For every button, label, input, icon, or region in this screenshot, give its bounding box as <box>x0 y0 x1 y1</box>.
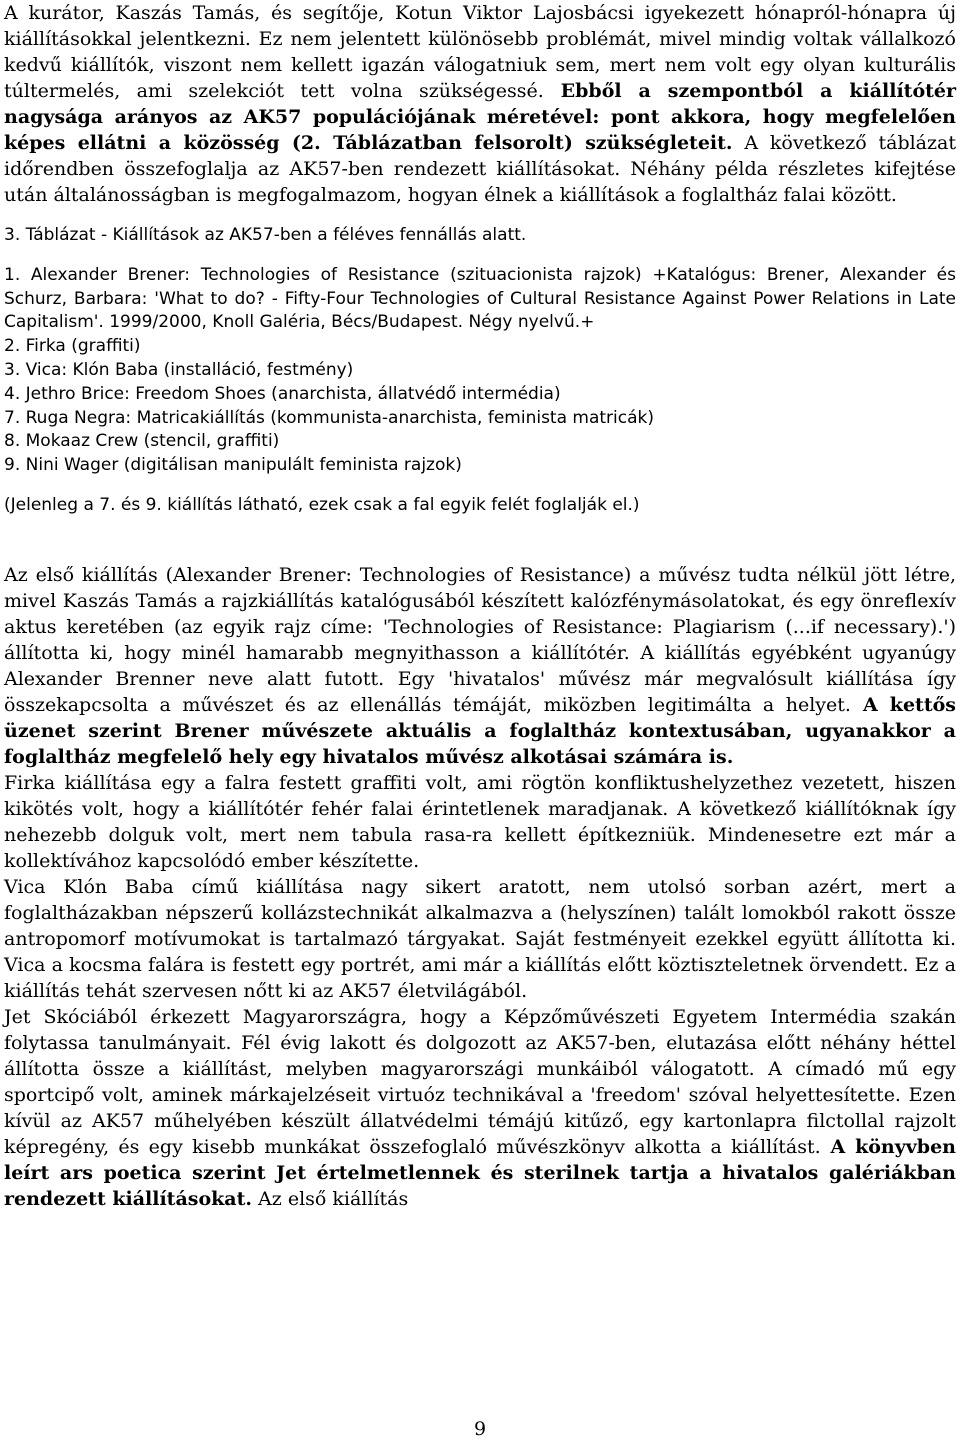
table-note: (Jelenleg a 7. és 9. kiállítás látható, ezek csak a fal egyik felét foglalják el.) <box>4 494 640 515</box>
list-item: 2. Firka (graffiti) <box>4 336 141 357</box>
jet-paragraph <box>4 1004 956 1212</box>
exhibition-list <box>4 264 956 478</box>
intro-paragraph <box>4 0 956 208</box>
firka-paragraph: Firka kiállítása egy a falra festett graffiti volt, ami rögtön konfliktushelyzethez vezetett, hiszen kikötés volt, hogy a kiállítótér fehér falai érintetlenek maradjanak. A következő kiállítóknak így nehezebb dolguk volt, mert nem tabula rasa-ra kellett építkezniük. Mindenesetre ezt már a kollektívához kapcsolódó ember készítette. <box>4 771 956 872</box>
list-item: 8. Mokaaz Crew (stencil, graffiti) <box>4 431 280 452</box>
intro-tail-text: A következő táblázat időrendben összefoglalja az AK57-ben rendezett kiállításokat. Néhány példa részletes kifejtése után általánosságban is megfogalmazom, hogyan élnek a kiállítások a foglaltház falai között. <box>4 132 956 206</box>
list-item: 7. Ruga Negra: Matricakiállítás (kommunista-anarchista, feminista matricák) <box>4 407 655 428</box>
intro-bold-text: Ebből a szempontból a kiállítótér nagysága arányos az AK57 populációjának méretével: pont akkora, hogy megfelelően képes ellátni a közösség (2. Táblázatban felsorolt) szükségleteit. <box>4 80 956 154</box>
list-item: 9. Nini Wager (digitálisan manipulált feminista rajzok) <box>4 455 462 476</box>
vica-paragraph: Vica Klón Baba című kiállítása nagy sikert aratott, nem utolsó sorban azért, mert a foglaltházakban népszerű kollázstechnikát alkalmazva a (helyszínen) talált lomokból rakott össze antropomorf motívumokat is tartalmazó tárgyakat. Saját festményeit ezekkel együtt állította ki. Vica a kocsma falára is festett egy portrét, ami már a kiállítás előtt köztiszteletnek örvendett. Ez a kiállítás tehát szervesen nőtt ki az AK57 életvilágából. <box>4 875 956 1002</box>
jet-tail-text: Az első kiállítás <box>252 1187 409 1210</box>
document-page <box>4 0 956 1212</box>
list-item: 4. Jethro Brice: Freedom Shoes (anarchista, állatvédő intermédia) <box>4 383 561 404</box>
page-number: 9 <box>473 1418 487 1440</box>
list-item: 3. Vica: Klón Baba (installáció, festmény) <box>4 359 354 380</box>
table-caption: 3. Táblázat - Kiállítások az AK57-ben a féléves fennállás alatt. <box>4 225 527 245</box>
jet-text: Jet Skóciából érkezett Magyarországra, hogy a Képzőművészeti Egyetem Intermédia szakán folytassa tanulmányait. Fél évig lakott és dolgozott az AK57-ben, elutazása előtt néhány héttel állította össze a kiállítást, melyben magyarországi munkáiból válogatott. A címadó mű egy sportcipő volt, aminek márkajelzéseit virtuóz technikával a 'freedom' szóval helyettesítette. Ezen kívül az AK57 műhelyében készült állatvédelmi témájú kitűző, egy kartonlapra filctollal rajzolt képregény, és egy kisebb munkákat összefoglaló művészkönyv alkotta a kiállítást. <box>4 1005 956 1158</box>
list-item: 1. Alexander Brener: Technologies of Resistance (szituacionista rajzok) +Katalógus: Brener, Alexander és Schurz, Barbara: 'What to do? - Fifty-Four Technologies of Cultural Resistance Against Power Relations in Late Capitalism'. 1999/2000, Knoll Galéria, Bécs/Budapest. Négy nyelvű.+ <box>4 264 956 333</box>
brener-text: Az első kiállítás (Alexander Brener: Technologies of Resistance) a művész tudta nélkül jött létre, mivel Kaszás Tamás a rajzkiállítás katalógusából készített kalózfénymásolatokat, és egy önreflexív aktus keretében (az egyik rajz címe: 'Technologies of Resistance: Plagiarism (...if necessary).') állította ki, hogy minél hamarabb megnyithasson a kiállítótér. A kiállítás egyébként ugyanúgy Alexander Brenner neve alatt futott. Egy 'hivatalos' művész már megvalósult kiállítása így összekapcsolta a művészet és az ellenállás témáját, miközben legitimálta a helyet. <box>4 563 956 716</box>
brener-paragraph <box>4 562 956 770</box>
intro-text: A kurátor, Kaszás Tamás, és segítője, Kotun Viktor Lajosbácsi igyekezett hónapról-hónapra új kiállításokkal jelentkezni. Ez nem jelentett különösebb problémát, mivel mindig voltak vállalkozó kedvű kiállítók, viszont nem kellett igazán válogatniuk sem, mert nem volt egy olyan kulturális túltermelés, ami szelekciót tett volna szükségessé. <box>4 2 956 102</box>
jet-bold-text: A könyvben leírt ars poetica szerint Jet értelmetlennek és sterilnek tartja a hivatalos galériákban rendezett kiállításokat. <box>4 1135 956 1210</box>
brener-bold-text: A kettős üzenet szerint Brener művészete aktuális a foglaltház kontextusában, ugyanakkor a foglaltház megfelelő hely egy hivatalos művész alkotásai számára is. <box>4 693 956 768</box>
